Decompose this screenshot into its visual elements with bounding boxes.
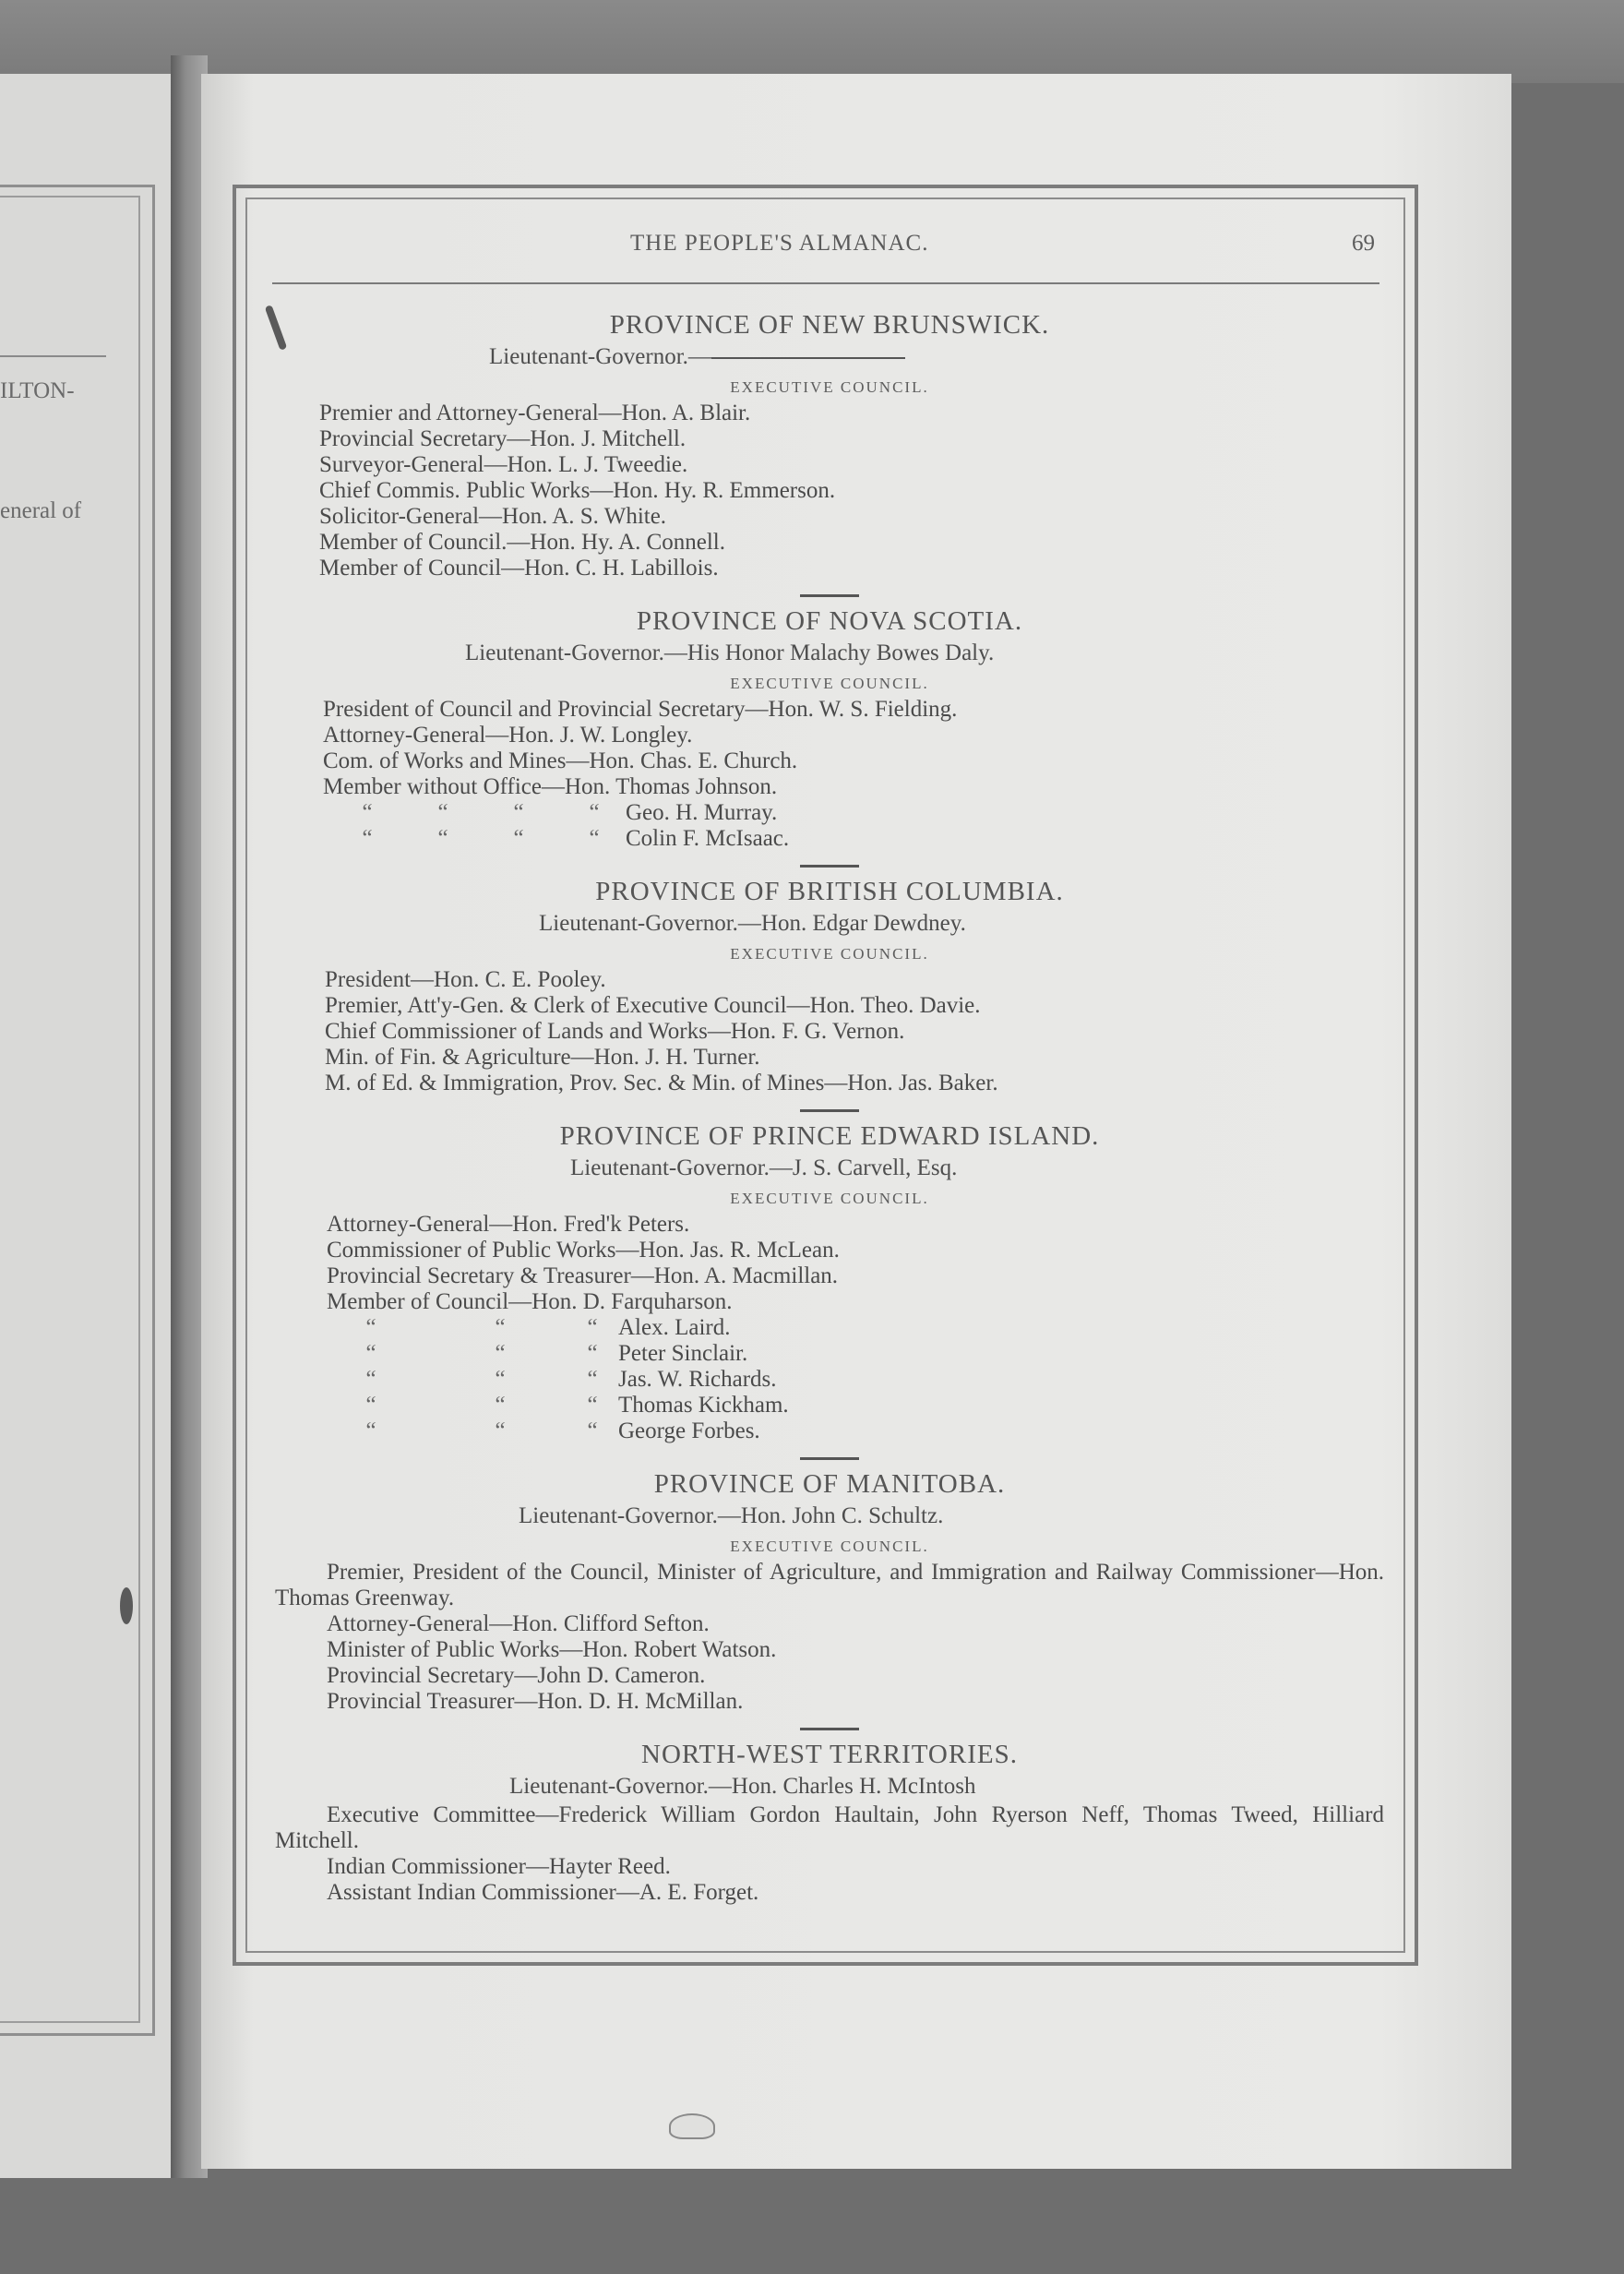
facing-page — [0, 74, 171, 2178]
section-nova-scotia — [275, 604, 1384, 852]
member-entry: Provincial Secretary & Treasurer—Hon. A. Macmillan. — [327, 1263, 839, 1288]
section-title: PROVINCE OF NEW BRUNSWICK. — [609, 310, 1050, 340]
ditto-mark: “ — [495, 1341, 506, 1366]
member-name: Peter Sinclair. — [618, 1341, 748, 1366]
section-title: PROVINCE OF MANITOBA. — [653, 1469, 1006, 1499]
council-heading: EXECUTIVE COUNCIL. — [730, 1190, 929, 1207]
page-content — [275, 308, 1384, 1906]
ditto-mark: “ — [587, 1341, 598, 1366]
council-heading: EXECUTIVE COUNCIL. — [730, 945, 929, 963]
member-entry: Indian Commissioner—Hayter Reed. — [327, 1854, 671, 1879]
member-name: Alex. Laird. — [618, 1315, 731, 1340]
member-entry: Member of Council—Hon. C. H. Labillois. — [319, 556, 719, 580]
section-separator — [800, 1728, 859, 1730]
member-name: Colin F. McIsaac. — [626, 826, 790, 851]
member-entry: Attorney-General—Hon. Clifford Sefton. — [327, 1611, 710, 1636]
ditto-entry — [275, 826, 1384, 852]
ditto-mark: “ — [365, 1315, 376, 1340]
ditto-entry — [275, 1367, 1384, 1393]
ditto-mark: “ — [365, 1341, 376, 1366]
ditto-mark: “ — [589, 826, 600, 851]
member-entry: Provincial Secretary—Hon. J. Mitchell. — [319, 426, 687, 451]
header-rule — [272, 282, 1379, 284]
council-heading: EXECUTIVE COUNCIL. — [730, 378, 929, 396]
ditto-mark: “ — [587, 1418, 598, 1443]
lieutenant-governor — [275, 341, 1384, 373]
member-entry: Member of Council—Hon. D. Farquharson. — [327, 1289, 733, 1314]
ditto-mark: “ — [587, 1315, 598, 1340]
lieutenant-governor-label: Lieutenant-Governor.— — [489, 344, 711, 369]
member-entry: Assistant Indian Commissioner—A. E. Forget. — [327, 1880, 759, 1905]
ditto-mark: “ — [589, 800, 600, 825]
section-title: NORTH-WEST TERRITORIES. — [641, 1740, 1018, 1769]
member-name: George Forbes. — [618, 1418, 760, 1443]
lieutenant-governor: Lieutenant-Governor.—Hon. Edgar Dewdney. — [539, 911, 966, 936]
ditto-entry — [275, 1341, 1384, 1367]
council-heading: EXECUTIVE COUNCIL. — [730, 1538, 929, 1555]
member-entry: Member without Office—Hon. Thomas Johnson. — [323, 774, 778, 799]
section-north-west-territories — [275, 1738, 1384, 1906]
member-entry: Surveyor-General—Hon. L. J. Tweedie. — [319, 452, 688, 477]
member-entry: President of Council and Provincial Secretary—Hon. W. S. Fielding. — [323, 697, 958, 722]
ditto-mark: “ — [437, 826, 448, 851]
lieutenant-governor: Lieutenant-Governor.—Hon. Charles H. McIntosh — [509, 1774, 976, 1799]
ditto-mark: “ — [365, 1418, 376, 1443]
ditto-mark: “ — [437, 800, 448, 825]
lieutenant-governor: Lieutenant-Governor.—J. S. Carvell, Esq. — [570, 1155, 958, 1180]
ditto-mark: “ — [365, 1367, 376, 1392]
page-number: 69 — [1352, 231, 1375, 256]
ditto-entry — [275, 1393, 1384, 1418]
scan-speck — [120, 1587, 133, 1624]
member-entry: President—Hon. C. E. Pooley. — [325, 967, 606, 992]
facing-page-rule — [0, 355, 106, 357]
member-entry: Commissioner of Public Works—Hon. Jas. R. McLean. — [327, 1238, 840, 1263]
member-entry: Min. of Fin. & Agriculture—Hon. J. H. Turner. — [325, 1045, 760, 1070]
member-entry: Chief Commis. Public Works—Hon. Hy. R. Emmerson. — [319, 478, 836, 503]
section-separator — [800, 865, 859, 868]
ditto-entry — [275, 1315, 1384, 1341]
running-title: THE PEOPLE'S ALMANAC. — [630, 231, 929, 256]
section-prince-edward-island — [275, 1119, 1384, 1444]
section-separator — [800, 594, 859, 597]
council-heading: EXECUTIVE COUNCIL. — [730, 675, 929, 692]
ditto-mark: “ — [365, 1393, 376, 1418]
section-title: PROVINCE OF NOVA SCOTIA. — [636, 606, 1023, 636]
member-entry: Solicitor-General—Hon. A. S. White. — [319, 504, 667, 529]
scan-background — [0, 0, 1624, 83]
member-entry: Premier, Att'y-Gen. & Clerk of Executive Council—Hon. Theo. Davie. — [325, 993, 981, 1018]
member-entry: Provincial Treasurer—Hon. D. H. McMillan. — [327, 1689, 744, 1714]
section-separator — [800, 1109, 859, 1112]
member-entry: Attorney-General—Hon. J. W. Longley. — [323, 723, 693, 748]
member-name: Thomas Kickham. — [618, 1393, 789, 1418]
facing-page-text: eneral of — [0, 498, 82, 523]
ditto-mark: “ — [513, 826, 524, 851]
member-name: Jas. W. Richards. — [618, 1367, 777, 1392]
ditto-mark: “ — [513, 800, 524, 825]
ditto-entry — [275, 800, 1384, 826]
section-manitoba — [275, 1467, 1384, 1715]
member-entry: Chief Commissioner of Lands and Works—Hon. F. G. Vernon. — [325, 1019, 905, 1044]
lieutenant-governor: Lieutenant-Governor.—His Honor Malachy Bowes Daly. — [465, 640, 995, 665]
member-name: Geo. H. Murray. — [626, 800, 778, 825]
ditto-mark: “ — [495, 1418, 506, 1443]
ditto-mark: “ — [587, 1367, 598, 1392]
member-entry: Member of Council.—Hon. Hy. A. Connell. — [319, 530, 726, 555]
ditto-mark: “ — [587, 1393, 598, 1418]
member-entry: Executive Committee—Frederick William Gordon Haultain, John Ryerson Neff, Thomas Tweed, Hilliard Mitchell. — [275, 1802, 1384, 1853]
member-entry: Premier, President of the Council, Minister of Agriculture, and Immigration and Railway Commissioner—Hon. Thomas Greenway. — [275, 1560, 1384, 1610]
lieutenant-governor: Lieutenant-Governor.—Hon. John C. Schultz. — [519, 1503, 944, 1528]
section-new-brunswick — [275, 308, 1384, 581]
member-entry: Provincial Secretary—John D. Cameron. — [327, 1663, 706, 1688]
ditto-entry — [275, 1418, 1384, 1444]
ditto-mark: “ — [362, 800, 373, 825]
member-entry: Premier and Attorney-General—Hon. A. Blair. — [319, 401, 751, 425]
facing-page-frame-inner — [0, 196, 140, 2023]
binding-mark — [669, 2113, 715, 2139]
blank-line — [711, 357, 905, 359]
section-title: PROVINCE OF BRITISH COLUMBIA. — [595, 877, 1064, 906]
ditto-mark: “ — [495, 1315, 506, 1340]
member-entry: Minister of Public Works—Hon. Robert Watson. — [327, 1637, 777, 1662]
facing-page-text: ILTON- — [0, 378, 75, 403]
section-separator — [800, 1457, 859, 1460]
section-title: PROVINCE OF PRINCE EDWARD ISLAND. — [559, 1121, 1100, 1151]
ditto-mark: “ — [495, 1393, 506, 1418]
ditto-mark: “ — [362, 826, 373, 851]
member-entry: Com. of Works and Mines—Hon. Chas. E. Church. — [323, 748, 798, 773]
section-british-columbia — [275, 875, 1384, 1096]
member-entry: M. of Ed. & Immigration, Prov. Sec. & Min. of Mines—Hon. Jas. Baker. — [325, 1071, 998, 1095]
ditto-mark: “ — [495, 1367, 506, 1392]
member-entry: Attorney-General—Hon. Fred'k Peters. — [327, 1212, 690, 1237]
